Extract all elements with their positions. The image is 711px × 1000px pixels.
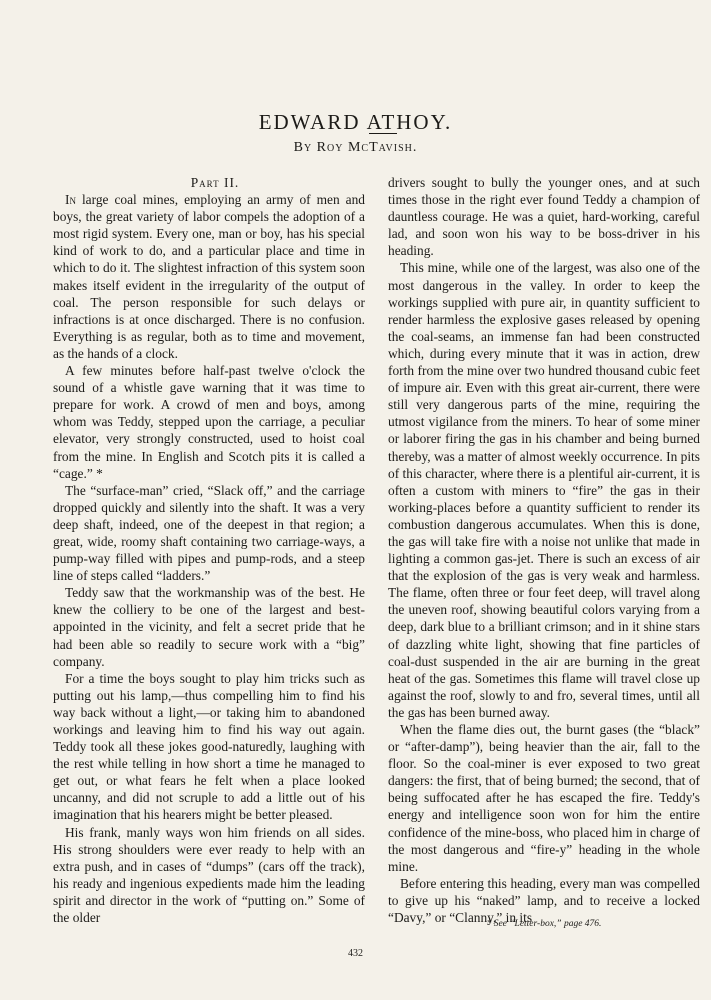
paragraph: His frank, manly ways won him friends on all sides. His strong shoulders were ever ready to help with an extra push, and in cases of “dumps” (cars off the track), his ready and ingenious expedients made him the leading spirit and director in the work of “putting on.” Some of the older	[53, 824, 365, 926]
title-divider	[369, 133, 397, 134]
paragraph: The “surface-man” cried, “Slack off,” and the carriage dropped quickly and silently into the shaft. It was a very deep shaft, indeed, one of the deepest in that region; a great, wide, roomy shaft containing two carriage-ways, a pump-way filled with pipes and pump-rods, and a steep line of steps called “ladders.”	[53, 482, 365, 584]
page-number: 432	[348, 948, 363, 959]
paragraph: Before entering this heading, every man was compelled to give up his “naked” lamp, and to receive a locked “Davy,” or “Clanny,” in its	[388, 875, 700, 926]
paragraph-continuation: drivers sought to bully the younger ones, and at such times those in the right ever found Teddy a champion of dauntless courage. He was a quiet, hard-working, careful lad, and soon won his way to be boss-driver in his heading.	[388, 175, 700, 259]
paragraph: A few minutes before half-past twelve o'clock the sound of a whistle gave warning that it was time to prepare for work. A crowd of men and boys, among whom was Teddy, stepped upon the carriage, a peculiar elevator, very strongly constructed, used to hoist coal from the mine. In English and Scotch pits it is called a “cage.” *	[53, 363, 365, 481]
part-heading: Part II.	[190, 175, 240, 190]
paragraph	[53, 191, 365, 362]
left-column	[53, 174, 365, 926]
article-title: EDWARD ATHOY.	[258, 110, 453, 135]
paragraph: This mine, while one of the largest, was also one of the most dangerous in the valley. In order to keep the workings supplied with pure air, in quantity sufficient to render harmless the explosive gases released by opening the coal-seams, an immense fan had been constructed which, during every minute that it was in action, drew forth from the mine over two hundred thousand cubic feet of impure air. Even with this great air-current, there were still very dangerous parts of the mine, requiring the utmost vigilance from the miners. To hear of some miner or laborer firing the gas in his chamber and being burned thereby, was a matter of almost weekly occurrence. In pits of this character, where there is a plentiful air-current, it is often a custom with miners to “fire” the gas in their working-places before a quantity sufficient to render its combustion dangerous accumulates. When this is done, the gas will take fire with a noise not unlike that made in lighting a common gas-jet. There is such an excess of air that the explosion of the gas is very weak and harmless. The flame, often three or four feet deep, will travel along the uneven roof, showing beautiful colors varying from a deep, dark blue to a brilliant crimson; and in it shine stars of dazzling white light, showing that fine particles of coal-dust suspended in the air are burning in the great heat of the gas. Sometimes this flame will travel close up against the roof, slowly to and fro, several times, until all the gas has been burned away.	[388, 260, 700, 720]
paragraph: When the flame dies out, the burnt gases (the “black” or “after-damp”), being heavier than the air, fall to the floor. So the coal-miner is ever exposed to two great dangers: the first, that of being burned; the second, that of being suffocated after he has escaped the fire. Teddy's energy and intelligence soon won for him the entire confidence of the mine-boss, who placed him in charge of the most dangerous and “fire-y” heading in the whole mine.	[388, 722, 700, 874]
article-byline: By Roy McTavish.	[293, 140, 418, 155]
paragraph: Teddy saw that the workmanship was of the best. He knew the colliery to be one of the largest and best-appointed in the vicinity, and felt a secret pride that he had been able so readily to secure work with a “big” company.	[53, 585, 365, 669]
lead-words: In	[65, 192, 76, 208]
right-column	[388, 174, 700, 926]
paragraph: For a time the boys sought to play him tricks such as putting out his lamp,—thus compelling him to find his way back without a light,—or taking him to abandoned workings and leaving him to find his way out again. Teddy took all these jokes good-naturedly, laughing with the rest while telling in how short a time he managed to get out, or what fears he felt when a place looked uncanny, and did not scruple to add a little out of his imagination that his hearers might be better pleased.	[53, 670, 365, 823]
paragraph-text: large coal mines, employing an army of men and boys, the great variety of labor compels the adoption of a most rigid system. Every one, man or boy, has his special kind of work to do, and a particular place and time in which to do it. The slightest infraction of this system soon makes itself evident in the irregularity of the output of coal. The person responsible for such delays or infractions is at once discharged. There is no confusion. Everything is as regular, both as to time and movement, as the hands of a clock.	[53, 192, 365, 361]
footnote: * See “Letter-box,” page 476.	[486, 919, 602, 929]
